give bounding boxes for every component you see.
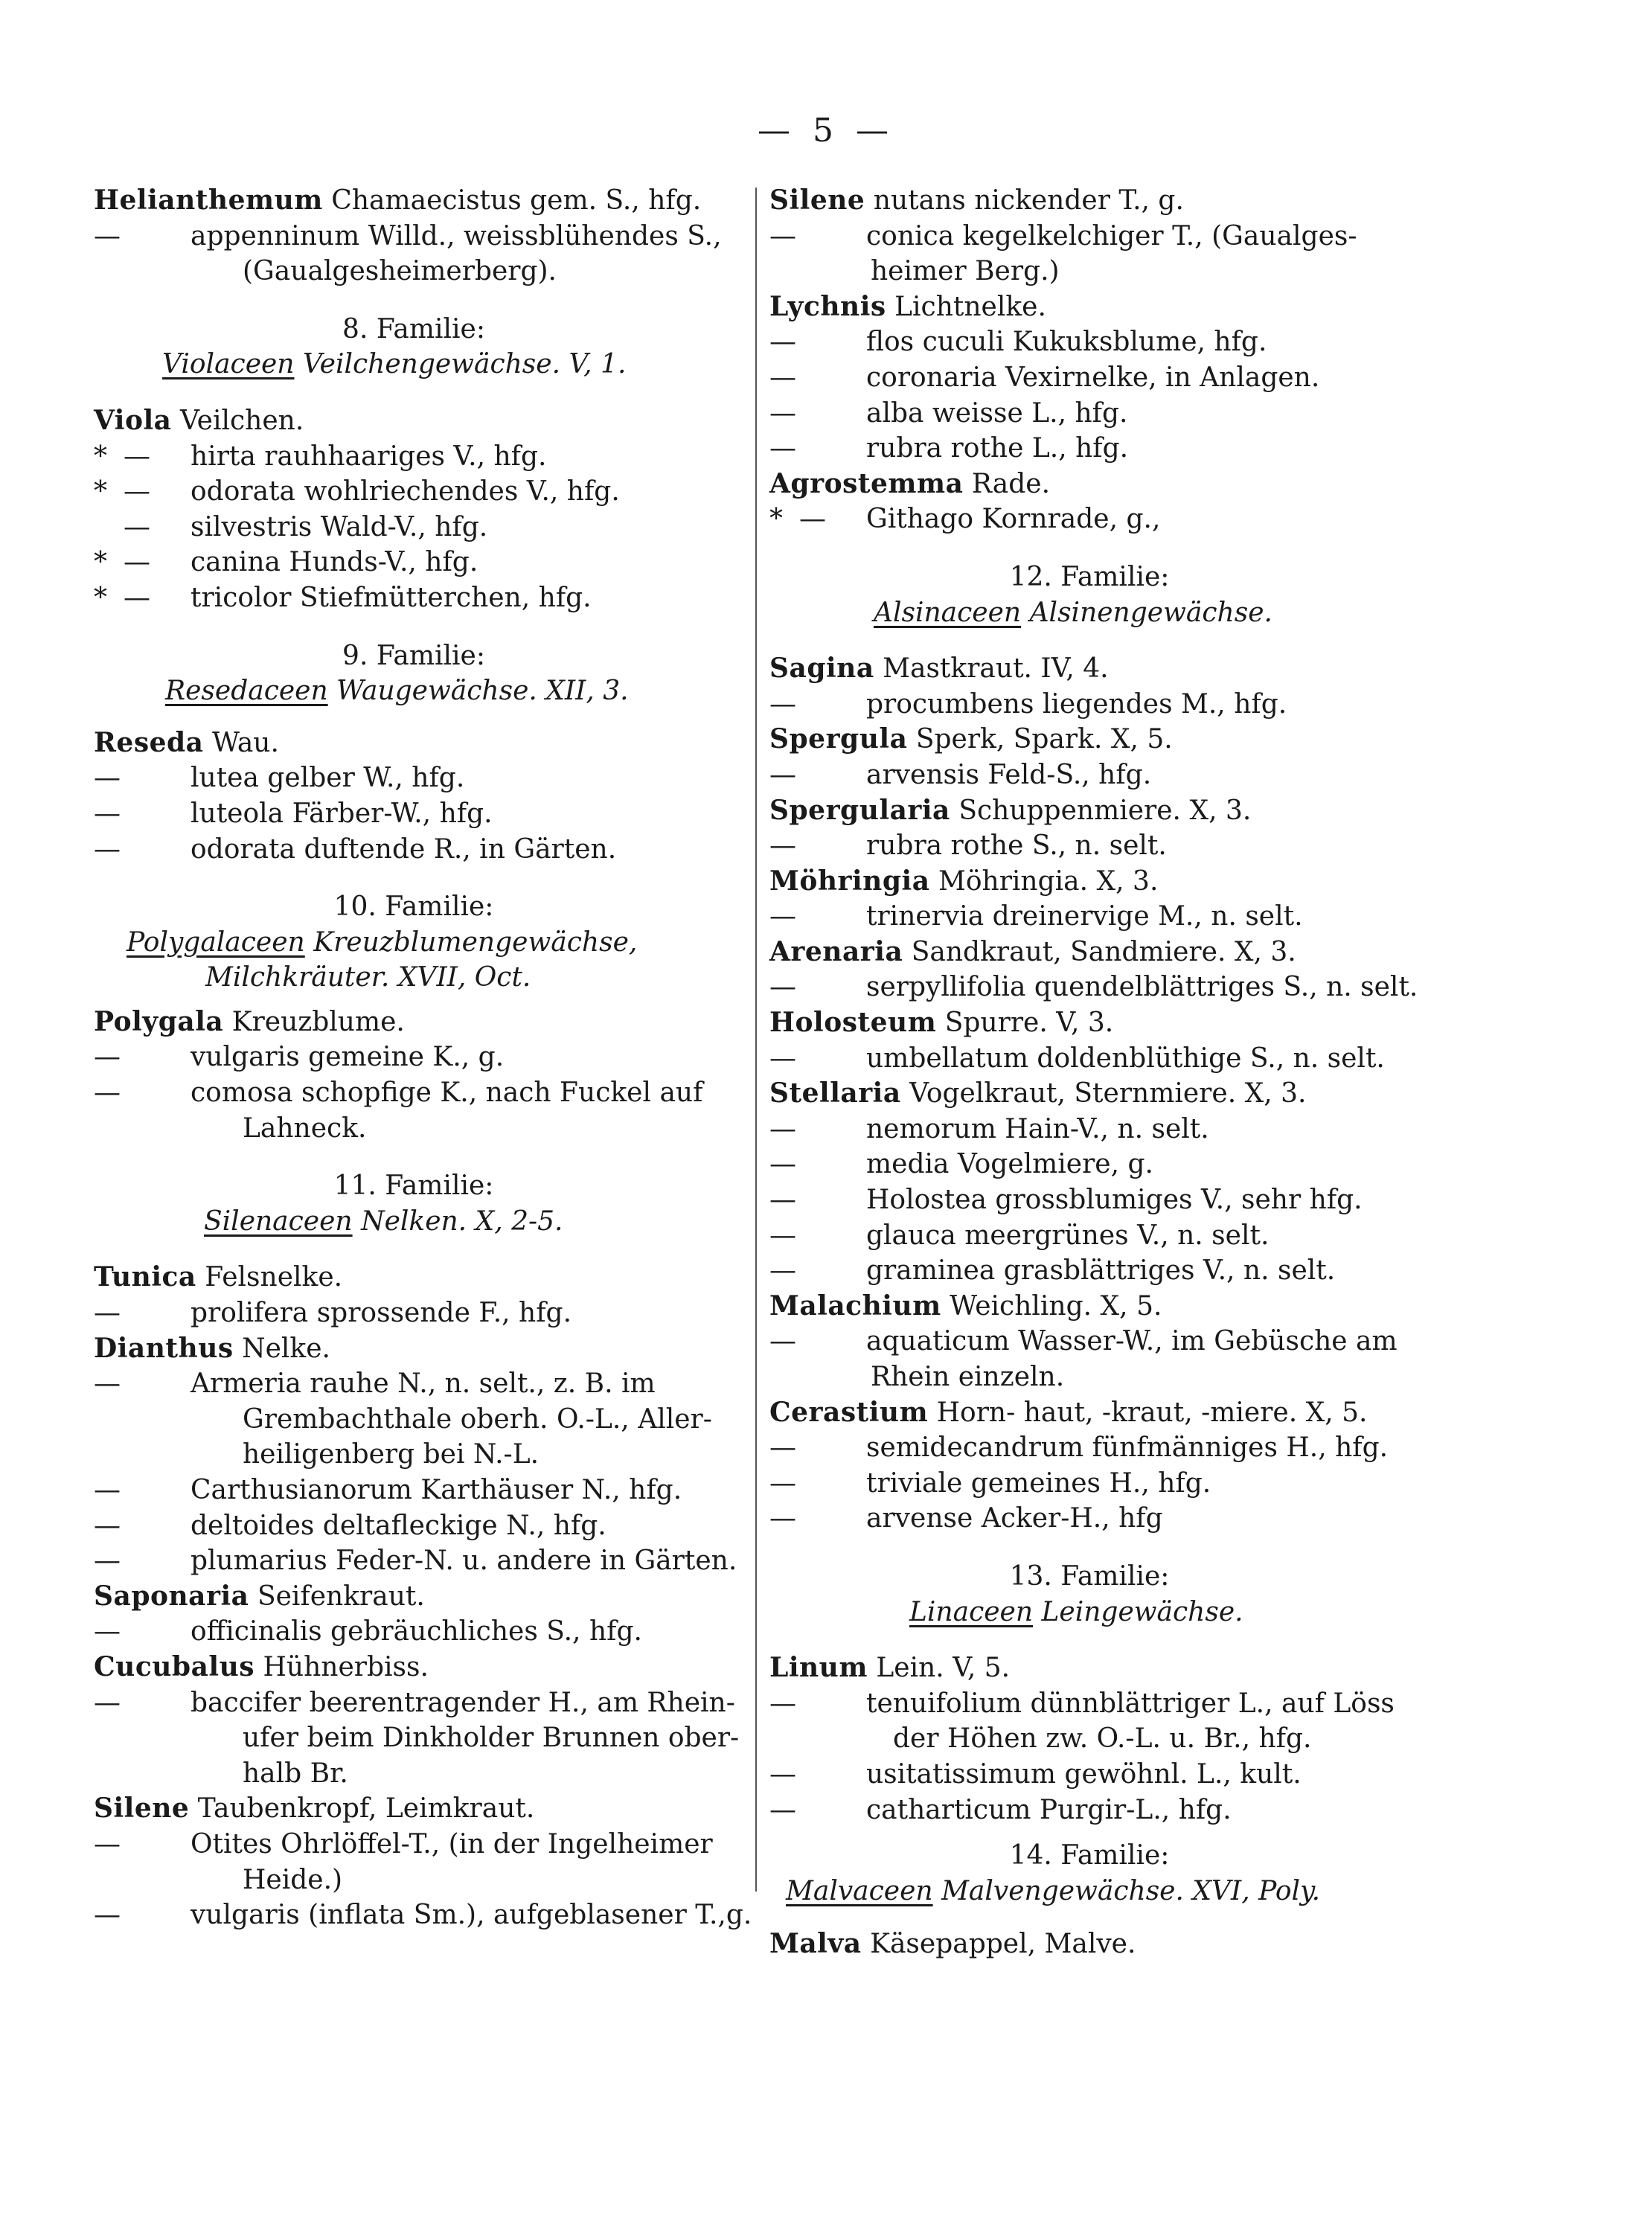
- entry-helianthemum: [94, 183, 763, 219]
- family-german: Waugewächse. XII, 3.: [336, 676, 629, 707]
- species-text: deltoides deltafleckige N., hfg.: [191, 1510, 606, 1541]
- dash: —: [124, 582, 150, 613]
- species-line: [94, 1473, 763, 1508]
- family-german: Leingewächse.: [1041, 1596, 1243, 1627]
- dash: —: [94, 1298, 121, 1329]
- species-text: rubra rothe L., hfg.: [866, 433, 1129, 464]
- dash: —: [94, 220, 121, 252]
- genus-description: Wau.: [211, 727, 279, 758]
- species-text: procumbens liegendes M., hfg.: [866, 688, 1287, 720]
- family-latin: Malvaceen: [786, 1875, 933, 1906]
- species-text: canina Hunds-V., hfg.: [191, 547, 478, 578]
- species-text: odorata wohlriechendes V., hfg.: [191, 476, 620, 507]
- genus-name: Sagina: [769, 653, 874, 685]
- dash: —: [769, 1503, 796, 1534]
- genus-name: Viola: [94, 404, 172, 436]
- dash: —: [769, 830, 796, 862]
- genus-name: Polygala: [94, 1005, 224, 1037]
- species-text: catharticum Purgir-L., hfg.: [866, 1794, 1232, 1825]
- dash: —: [94, 1828, 121, 1860]
- entry-spergula: [769, 722, 1439, 758]
- genus-name: Möhringia: [769, 865, 930, 897]
- species-line: [94, 1296, 763, 1331]
- genus-name: Linum: [769, 1652, 868, 1684]
- species-text: graminea grasblättriges V., n. selt.: [866, 1255, 1336, 1287]
- family-latin: Violaceen: [162, 349, 295, 380]
- family-number: 10. Familie:: [333, 891, 494, 923]
- dash: —: [799, 504, 826, 535]
- entry-tunica: [94, 1260, 763, 1296]
- dash: —: [94, 1687, 121, 1718]
- species-text: rubra rothe S., n. selt.: [866, 830, 1167, 862]
- genus-description: Möhringia. X, 3.: [938, 865, 1159, 897]
- species-line: [94, 1827, 763, 1863]
- species-line: [769, 1757, 1439, 1793]
- species-text: media Vogelmiere, g.: [866, 1149, 1153, 1180]
- genus-description: Nelke.: [242, 1333, 330, 1364]
- species-line: [94, 1366, 763, 1402]
- species-line: [769, 1686, 1439, 1722]
- species-text: odorata duftende R., in Gärten.: [191, 833, 617, 865]
- genus-name: Arenaria: [769, 935, 903, 967]
- family-number: 8. Familie:: [342, 313, 485, 345]
- species-continuation: ufer beim Dinkholder Brunnen ober-: [243, 1723, 740, 1754]
- dash: —: [124, 511, 150, 542]
- entry-dianthus: [94, 1331, 763, 1367]
- genus-name: Helianthemum: [94, 185, 323, 216]
- species-text: comosa schopfige K., nach Fuckel auf: [191, 1077, 703, 1109]
- entry-holosteum: [769, 1005, 1439, 1041]
- species-text: glauca meergrünes V., n. selt.: [866, 1220, 1270, 1251]
- family-title: [94, 673, 763, 709]
- species-text: vulgaris gemeine K., g.: [191, 1042, 505, 1073]
- family-title: [94, 347, 763, 382]
- species-continuation: (Gaualgesheimerberg).: [243, 256, 557, 287]
- dash: —: [769, 972, 796, 1003]
- dash: —: [124, 476, 150, 507]
- species-line: [769, 1147, 1439, 1182]
- dash: —: [769, 397, 796, 429]
- family-title: [769, 595, 1439, 631]
- species-line: [769, 360, 1439, 396]
- genus-name: Lychnis: [769, 290, 886, 322]
- species-text: arvense Acker-H., hfg: [866, 1503, 1163, 1534]
- dash: —: [769, 327, 796, 358]
- species-line: [94, 474, 763, 510]
- dash: —: [94, 1510, 121, 1541]
- dash: —: [94, 1616, 121, 1647]
- species-line: [94, 545, 763, 580]
- family-title: [769, 1874, 1439, 1909]
- species-continuation: Lahneck.: [243, 1112, 367, 1144]
- genus-description: Kreuzblume.: [231, 1006, 405, 1037]
- species-text: prolifera sprossende F., hfg.: [191, 1298, 572, 1329]
- genus-description: Hühnerbiss.: [263, 1651, 429, 1682]
- dash: —: [769, 759, 796, 790]
- species-text: officinalis gebräuchliches S., hfg.: [191, 1616, 642, 1647]
- species-line: [94, 1614, 763, 1650]
- species-line: [769, 1793, 1439, 1828]
- dash: —: [124, 547, 150, 578]
- species-line: [769, 1466, 1439, 1502]
- genus-description: Vogelkraut, Sternmiere. X, 3.: [909, 1078, 1307, 1109]
- species-line: [769, 1501, 1439, 1537]
- species-line: [94, 1897, 763, 1933]
- entry-silene-cont: [769, 183, 1439, 219]
- entry-reseda: [94, 726, 763, 761]
- species-text: hirta rauhhaariges V., hfg.: [191, 441, 547, 472]
- entry-saponaria: [94, 1579, 763, 1615]
- entry-spergularia: [769, 793, 1439, 829]
- family-german: Malvengewächse. XVI, Poly.: [941, 1875, 1321, 1906]
- species-text: vulgaris (inflata Sm.), aufgeblasener T.,g.: [191, 1900, 752, 1931]
- genus-description: nutans nickender T., g.: [873, 185, 1184, 216]
- species-line: [769, 828, 1439, 864]
- dash: —: [769, 688, 796, 720]
- entry-silene: [94, 1791, 763, 1827]
- dash: —: [769, 1758, 796, 1790]
- family-number: 14. Familie:: [1009, 1840, 1170, 1871]
- entry-malva: [769, 1927, 1439, 1962]
- entry-arenaria: [769, 935, 1439, 970]
- family-latin: Linaceen: [909, 1596, 1034, 1627]
- dash: —: [769, 362, 796, 393]
- dash: —: [124, 441, 150, 472]
- genus-description: Seifenkraut.: [257, 1581, 425, 1612]
- entry-malachium: [769, 1289, 1439, 1325]
- species-line: [769, 502, 1439, 537]
- genus-name: Agrostemma: [769, 467, 964, 499]
- dash: —: [769, 1043, 796, 1074]
- species-line: [769, 1112, 1439, 1147]
- dash: —: [94, 1546, 121, 1577]
- genus-name: Dianthus: [94, 1332, 234, 1364]
- species-line: [94, 219, 763, 254]
- genus-description: Lein. V, 5.: [876, 1653, 1011, 1684]
- dash: —: [769, 1432, 796, 1464]
- species-line: [94, 796, 763, 832]
- genus-description: Weichling. X, 5.: [950, 1290, 1162, 1322]
- family-latin: Silenaceen: [204, 1205, 353, 1237]
- genus-description: Rade.: [971, 468, 1051, 499]
- species-text: luteola Färber-W., hfg.: [191, 798, 493, 829]
- species-line: [94, 1685, 763, 1721]
- species-text: Carthusianorum Karthäuser N., hfg.: [191, 1475, 682, 1505]
- family-number: 11. Familie:: [333, 1170, 494, 1202]
- species-text: trinervia dreinervige M., n. selt.: [866, 901, 1303, 932]
- species-line: [769, 219, 1439, 254]
- genus-name: Saponaria: [94, 1580, 249, 1612]
- dash: —: [94, 763, 121, 794]
- species-line: [94, 580, 763, 616]
- species-continuation: Heide.): [243, 1864, 343, 1895]
- dash: —: [769, 1255, 796, 1287]
- dash: —: [769, 1794, 796, 1825]
- species-text: Armeria rauhe N., n. selt., z. B. im: [191, 1368, 656, 1400]
- species-line: [94, 1508, 763, 1544]
- species-line: [769, 396, 1439, 432]
- entry-linum: [769, 1650, 1439, 1686]
- species-line: [769, 1218, 1439, 1254]
- species-line: [769, 431, 1439, 467]
- species-text: Otites Ohrlöffel-T., (in der Ingelheimer: [191, 1828, 713, 1860]
- species-text: appenninum Willd., weissblühendes S.,: [191, 220, 722, 252]
- genus-name: Silene: [769, 185, 865, 216]
- genus-name: Holosteum: [769, 1007, 937, 1039]
- star-marker: *: [94, 547, 107, 578]
- dash: —: [94, 1042, 121, 1073]
- species-text: silvestris Wald-V., hfg.: [191, 511, 488, 542]
- species-line: [94, 760, 763, 796]
- species-line: [769, 1430, 1439, 1466]
- species-text: arvensis Feld-S., hfg.: [866, 759, 1152, 790]
- species-text: conica kegelkelchiger T., (Gaualges-: [866, 220, 1357, 252]
- dash: —: [94, 1475, 121, 1505]
- family-latin: Resedaceen: [165, 676, 328, 707]
- family-number: 13. Familie:: [1009, 1560, 1170, 1592]
- species-text: plumarius Feder-N. u. andere in Gärten.: [191, 1546, 737, 1577]
- entry-lychnis: [769, 289, 1439, 325]
- genus-name: Silene: [94, 1793, 190, 1825]
- species-continuation: heiligenberg bei N.-L.: [243, 1439, 540, 1470]
- species-text: triviale gemeines H., hfg.: [866, 1467, 1211, 1499]
- species-line: [769, 899, 1439, 935]
- family-title: [94, 1204, 763, 1240]
- family-latin: Polygalaceen: [127, 926, 305, 958]
- species-text: umbellatum doldenblüthige S., n. selt.: [866, 1043, 1385, 1074]
- species-line: [94, 1075, 763, 1111]
- dash: —: [94, 798, 121, 829]
- family-title-cont: Milchkräuter. XVII, Oct.: [205, 962, 531, 993]
- genus-description: Käsepappel, Malve.: [870, 1929, 1136, 1960]
- family-german: Kreuzblumengewächse,: [313, 926, 638, 958]
- species-text: serpyllifolia quendelblättriges S., n. selt.: [866, 972, 1418, 1003]
- species-line: [94, 832, 763, 868]
- dash: —: [94, 1900, 121, 1931]
- genus-description: Taubenkropf, Leimkraut.: [197, 1793, 535, 1825]
- species-text: semidecandrum fünfmänniges H., hfg.: [866, 1432, 1389, 1464]
- species-continuation: der Höhen zw. O.-L. u. Br., hfg.: [893, 1723, 1312, 1755]
- species-line: [94, 1040, 763, 1075]
- genus-name: Malva: [769, 1928, 862, 1960]
- dash: —: [94, 1368, 121, 1400]
- genus-description: Sandkraut, Sandmiere. X, 3.: [911, 936, 1296, 967]
- entry-viola: [94, 403, 763, 439]
- dash: —: [769, 901, 796, 932]
- family-title: [94, 925, 763, 961]
- species-text: Holostea grossblumiges V., sehr hfg.: [866, 1185, 1363, 1216]
- family-latin: Alsinaceen: [874, 597, 1022, 628]
- species-line: [769, 1182, 1439, 1218]
- dash: —: [769, 1149, 796, 1180]
- page-number: — 5 —: [758, 112, 894, 150]
- genus-name: Spergula: [769, 723, 908, 755]
- genus-description: Felsnelke.: [205, 1262, 343, 1293]
- dash: —: [769, 1113, 796, 1144]
- species-line: [769, 687, 1439, 723]
- entry-agrostemma: [769, 467, 1439, 502]
- species-text: flos cuculi Kukuksblume, hfg.: [866, 327, 1267, 358]
- entry-moehringia: [769, 864, 1439, 900]
- genus-description: Schuppenmiere. X, 3.: [958, 795, 1252, 826]
- genus-description: Mastkraut. IV, 4.: [883, 653, 1109, 685]
- star-marker: *: [94, 582, 107, 613]
- right-column: [769, 183, 1439, 1962]
- genus-description: Chamaecistus gem. S., hfg.: [331, 185, 702, 216]
- entry-stellaria: [769, 1076, 1439, 1112]
- genus-description: Sperk, Spark. X, 5.: [915, 724, 1173, 755]
- genus-name: Stellaria: [769, 1077, 901, 1109]
- left-column: [94, 183, 763, 1933]
- species-continuation: Rhein einzeln.: [871, 1362, 1065, 1392]
- species-line: [769, 1041, 1439, 1077]
- species-continuation: Grembachthale oberh. O.-L., Aller-: [243, 1403, 712, 1435]
- species-text: baccifer beerentragender H., am Rhein-: [191, 1687, 735, 1718]
- species-line: [94, 1543, 763, 1579]
- species-text: tricolor Stiefmütterchen, hfg.: [191, 582, 592, 613]
- family-number: 9. Familie:: [342, 640, 485, 671]
- family-german: Veilchengewächse. V, 1.: [302, 349, 627, 380]
- star-marker: *: [94, 476, 107, 507]
- species-line: [94, 439, 763, 475]
- genus-name: Tunica: [94, 1261, 196, 1293]
- species-line: [769, 1253, 1439, 1289]
- dash: —: [94, 1077, 121, 1109]
- genus-name: Reseda: [94, 726, 204, 758]
- dash: —: [769, 1185, 796, 1216]
- species-text: alba weisse L., hfg.: [866, 397, 1128, 429]
- star-marker: *: [769, 504, 783, 535]
- entry-cerastium: [769, 1395, 1439, 1431]
- genus-description: Horn- haut, -kraut, -miere. X, 5.: [936, 1397, 1368, 1428]
- dash: —: [769, 220, 796, 252]
- species-line: [769, 1324, 1439, 1359]
- dash: —: [94, 833, 121, 865]
- genus-description: Veilchen.: [179, 405, 304, 436]
- species-line: [769, 970, 1439, 1005]
- genus-description: Spurre. V, 3.: [944, 1008, 1114, 1039]
- species-line: [769, 758, 1439, 793]
- star-marker: *: [94, 441, 107, 472]
- dash: —: [769, 1688, 796, 1719]
- species-line: [769, 324, 1439, 360]
- dash: —: [769, 1326, 796, 1357]
- dash: —: [769, 1467, 796, 1499]
- family-german: Alsinengewächse.: [1029, 597, 1272, 628]
- species-text: lutea gelber W., hfg.: [191, 763, 465, 794]
- entry-cucubalus: [94, 1650, 763, 1685]
- entry-sagina: [769, 651, 1439, 687]
- genus-name: Cucubalus: [94, 1650, 255, 1682]
- species-line: [94, 510, 763, 545]
- dash: —: [769, 1220, 796, 1251]
- species-continuation: heimer Berg.): [871, 256, 1060, 287]
- family-title: [769, 1595, 1439, 1630]
- dash: —: [769, 433, 796, 464]
- species-text: usitatissimum gewöhnl. L., kult.: [866, 1758, 1302, 1790]
- species-continuation: halb Br.: [243, 1758, 348, 1789]
- species-text: nemorum Hain-V., n. selt.: [866, 1113, 1209, 1144]
- family-german: Nelken. X, 2-5.: [361, 1205, 563, 1237]
- entry-polygala: [94, 1005, 763, 1040]
- genus-name: Spergularia: [769, 794, 950, 826]
- species-text: coronaria Vexirnelke, in Anlagen.: [866, 362, 1320, 393]
- species-text: Githago Kornrade, g.,: [866, 504, 1161, 535]
- species-text: tenuifolium dünnblättriger L., auf Löss: [866, 1688, 1395, 1719]
- genus-name: Cerastium: [769, 1396, 929, 1428]
- species-text: aquaticum Wasser-W., im Gebüsche am: [866, 1326, 1398, 1357]
- family-number: 12. Familie:: [1009, 561, 1170, 592]
- genus-description: Lichtnelke.: [894, 291, 1046, 322]
- genus-name: Malachium: [769, 1290, 941, 1322]
